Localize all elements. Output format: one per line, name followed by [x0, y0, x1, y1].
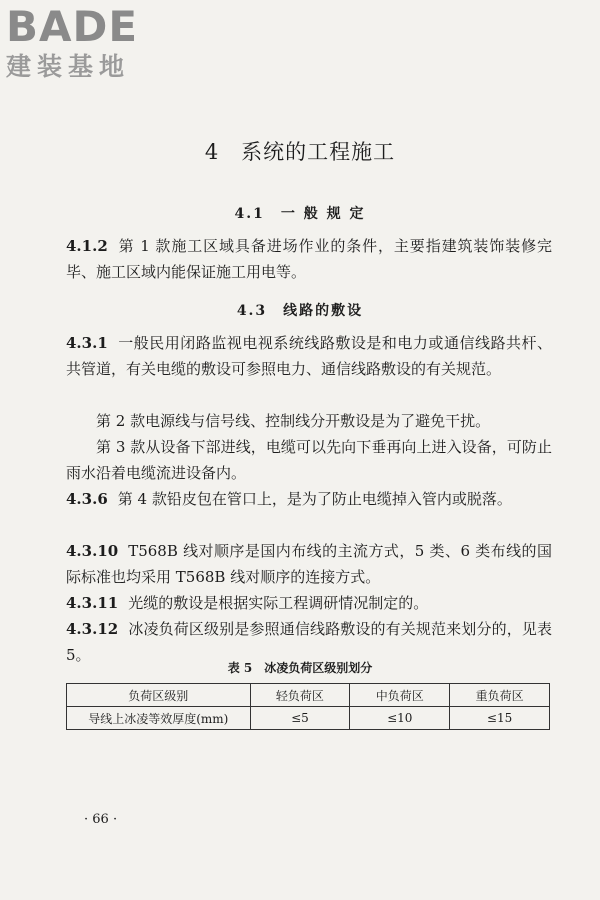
- table-cell: ≤15: [450, 707, 550, 730]
- table-header-cell: 中负荷区: [350, 684, 450, 707]
- table-row: [67, 707, 550, 730]
- clause-number: 4.3.6: [66, 490, 108, 508]
- paragraph-4-3-6: [66, 486, 552, 512]
- table-cell: ≤5: [250, 707, 350, 730]
- table-header-cell: 负荷区级别: [67, 684, 251, 707]
- paragraph-4-3-10: [66, 538, 552, 590]
- paragraph-item-3: 第 3 款从设备下部进线，电缆可以先向下垂再向上进入设备，可防止雨水沿着电缆流进设备内。: [66, 438, 552, 482]
- clause-number: 4.1.2: [66, 237, 108, 255]
- table-cell: ≤10: [350, 707, 450, 730]
- paragraph-4-3-11: [66, 590, 552, 616]
- paragraph-text: 冰凌负荷区级别是参照通信线路敷设的有关规范来划分的，见表 5。: [66, 620, 552, 664]
- paragraph-text: T568B 线对顺序是国内布线的主流方式，5 类、6 类布线的国际标准也均采用 T568B 线对顺序的连接方式。: [66, 542, 552, 586]
- paragraph-text: 第 4 款铅皮包在管口上，是为了防止电缆掉入管内或脱落。: [117, 490, 512, 508]
- paragraph-item-2: 第 2 款电源线与信号线、控制线分开敷设是为了避免干扰。: [96, 412, 491, 430]
- table-cell: 导线上冰凌等效厚度(mm): [67, 707, 251, 730]
- clause-number: 4.3.10: [66, 542, 119, 560]
- bade-logo: [6, 4, 138, 82]
- clause-number: 4.3.12: [66, 620, 119, 638]
- chapter-title: 4 系统的工程施工: [204, 140, 396, 164]
- table-header-cell: 轻负荷区: [250, 684, 350, 707]
- page-number: · 66 ·: [84, 812, 118, 827]
- paragraph-text: 第 1 款施工区域具备进场作业的条件，主要指建筑装饰装修完毕、施工区域内能保证施工用电等。: [66, 237, 552, 281]
- table-header-cell: 重负荷区: [450, 684, 550, 707]
- paragraph-text: 一般民用闭路监视电视系统线路敷设是和电力或通信线路共杆、共管道，有关电缆的敷设可参照电力、通信线路敷设的有关规范。: [66, 334, 552, 378]
- paragraph-4-3-1: [66, 330, 552, 382]
- clause-number: 4.3.1: [66, 334, 108, 352]
- logo-main-text: BADE: [6, 2, 139, 51]
- paragraph-4-1-2: [66, 233, 552, 285]
- section-title-4-1: 4.1 一 般 规 定: [234, 206, 366, 222]
- clause-number: 4.3.11: [66, 594, 119, 612]
- section-title-4-3: 4.3 线路的敷设: [236, 303, 364, 319]
- logo-sub-text: 建装基地: [6, 52, 131, 81]
- table-caption: 表 5 冰凌负荷区级别划分: [227, 661, 373, 675]
- table-header-row: [67, 684, 550, 707]
- ice-load-table: [66, 683, 550, 730]
- paragraph-text: 光缆的敷设是根据实际工程调研情况制定的。: [128, 594, 429, 612]
